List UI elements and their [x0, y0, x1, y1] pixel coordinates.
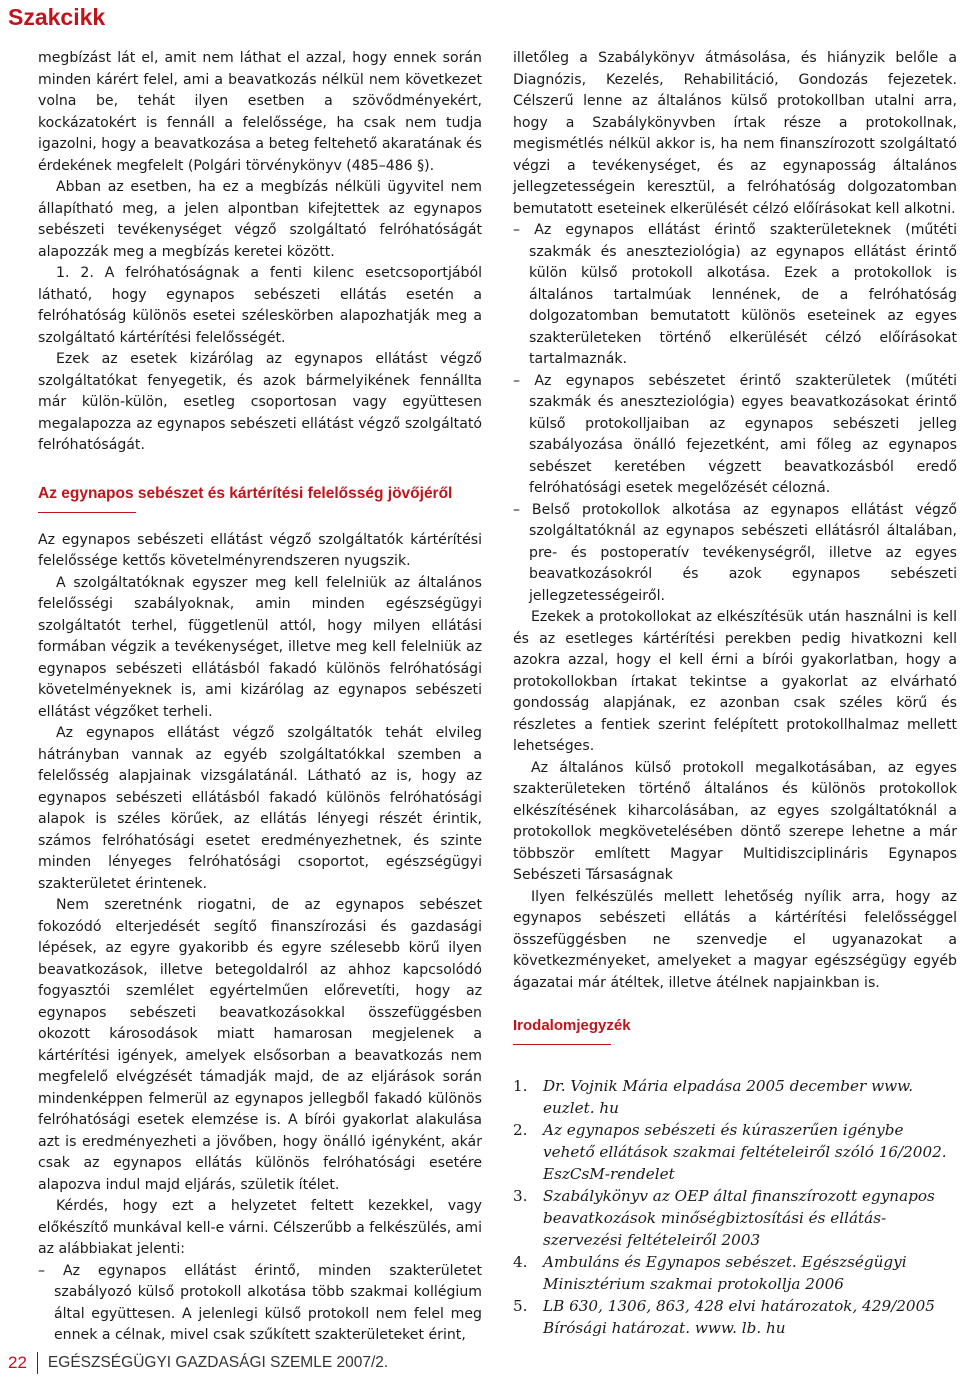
paragraph: Az általános külső protokoll megalkotásában, az egyes szakterületeken történő általános és különös protokollok elkészítésének kiharcolásában, az egyes szolgáltatóknál a protokollok megkövetelésében döntő szerepe lehetne a már többször említett Magyar Multidiszciplináris Egynapos Sebészeti Társaságnak: [513, 759, 957, 883]
references-list: [513, 1075, 957, 1339]
paragraph: illetőleg a Szabálykönyv átmásolása, és hiányzik belőle a Diagnózis, Kezelés, Rehabilitáció, Gondozás fejezetek. Célszerű lenne az általános külső protokollban utalni arra, hogy a Szabálykönyvben írtak része a protokollnak, megismétlés nélkül akkor is, ha nem finanszírozott szolgáltató végzi a tevékenységet, és az egynaposság általános jellegzetességein keresztül, a felróhatóság dolgozatomban bemutatott eseteinek elkerülését célzó előírásokat kell alkotni.: [513, 50, 957, 217]
paragraph: Az egynapos ellátást végző szolgáltatók tehát elvileg hátrányban vannak az egyéb szolgáltatókkal szemben a felelősség alapjainak vizsgálatánál. Látható az is, hogy az egynapos sebészeti ellátásból fakadó különös felróhatósági alapok is széles körűek, az ellátás lényegi részét érintik, számos felróhatósági esetet eredményezhetnek, és szinte minden lényeges felróhatósági csoportot, egészségügyi szakterületet érintenek.: [38, 725, 482, 892]
section-label: Szakcikk: [8, 4, 106, 30]
reference-text: Ambuláns és Egynapos sebészet. Egészségügyi Minisztérium szakmai protokollja 2006: [543, 1253, 907, 1293]
paragraph: – Az egynapos ellátást érintő szakterületeknek (műtéti szakmák és aneszteziológia) az egynapos ellátást érintő külön külső protokoll alkotása. Ezek a protokollok is általános tartalmúak lennének, de a felróhatóság dolgozatomban bemutatott különös eseteinek az egyes szakterületeken történő elkerülését célzó előírásokat tartalmaznák.: [513, 222, 957, 367]
right-column: [513, 48, 957, 1339]
paragraph: Abban az esetben, ha ez a megbízás nélküli ügyvitel nem állapítható meg, a jelen alpontban kifejtettek az egynapos sebészeti tevékenységet végző szolgáltató felróhatóságát alapozzák meg a megbízás keretei között.: [38, 179, 482, 260]
paragraph: Az egynapos sebészeti ellátást végző szolgáltatók kártérítési felelőssége kettős követelményrendszeren nyugszik.: [38, 531, 482, 569]
reference-item: [513, 1119, 957, 1185]
reference-item: [513, 1251, 957, 1295]
paragraph: Ezek az esetek kizárólag az egynapos ellátást végző szolgáltatókat fenyegetik, és azok bármelyikének fennállta már külön-külön, esetleg csoportosan vagy együttesen megalapozza az egynapos sebészeti ellátást végző szolgáltató felróhatóságát.: [38, 351, 482, 453]
left-column-body-bottom: [38, 530, 482, 1347]
reference-text: Dr. Vojnik Mária elpadása 2005 december www. euzlet. hu: [543, 1077, 914, 1117]
paragraph: 1. 2. A felróhatóságnak a fenti kilenc esetcsoportjából látható, hogy egynapos sebészeti ellátás esetén a felróhatóság különös esetei széleskörben alapozhatják meg a szolgáltató kártérítési felelősségét.: [38, 265, 482, 346]
paragraph: – Belső protokollok alkotása az egynapos ellátást végző szolgáltatóknál az egynapos sebészeti ellátásról általában, pre- és postoperatív tevékenységről, illetve az egyes beavatkozásokról és azok egynapos sebészeti jellegzetességeiről.: [513, 501, 957, 604]
paragraph: – Az egynapos ellátást érintő, minden szakterületet szabályozó külső protokoll alkotása több szakmai kollégium által együttesen. A jelenlegi külső protokoll nem felel meg ennek a célnak, mivel csak szűkített szakterületeket érint,: [38, 1262, 482, 1343]
reference-number: 2.: [513, 1121, 528, 1139]
reference-number: 3.: [513, 1187, 528, 1205]
reference-item: [513, 1075, 957, 1119]
paragraph: – Az egynapos sebészetet érintő szakterületek (műtéti szakmák és aneszteziológia) egyes beavatkozásokat érintő külső protokolljaiban az egynapos sebészeti jelleg szabályozása önálló fejezetként, ami főleg az egynapos sebészet keretében végzett beavatkozásból eredő felróhatósági esetek megelőzését célozná.: [513, 372, 957, 496]
paragraph: Nem szeretnénk riogatni, de az egynapos sebészet fokozódó elterjedését segítő finanszírozási és gazdasági lépések, az egyre gyakoribb és egyre szélesebb körű ilyen beavatkozások, illetve betegoldalról az ahhoz kapcsolódó fogyasztói szemlélet egyértelműen előrevetíti, hogy az egynapos sebészeti beavatkozásokkal összefüggésben okozott károsodások miatt hamarosan megjelenek a kártérítési igények, amelyek elsősorban a beavatkozás nem megfelelő elvégzését támadják majd, de az eljárások során mindenképpen felmerül az egynapos jellegből fakadó különös felróhatósági esetek elemzése is. A bírói gyakorlat alakulása azt is eredményezheti a jövőben, hogy önálló igényként, akár csak az egynapos ellátás különös felróhatósági esetére alapozva indul majd eljárás, születik ítélet.: [38, 897, 482, 1193]
reference-text: Az egynapos sebészeti és kúraszerűen igénybe vehető ellátások szakmai feltételeiről szóló 16/2002. EszCsM-rendelet: [543, 1121, 947, 1183]
references-heading: Irodalomjegyzék: [513, 1017, 631, 1034]
left-column-body-top: [38, 48, 482, 457]
paragraph: Kérdés, hogy ezt a helyzetet feltett kezekkel, vagy előkészítő munkával kell-e várni. Célszerűbb a felkészülés, ami az alábbiakat jelenti:: [38, 1198, 482, 1257]
section-subheading: Az egynapos sebészet és kártérítési felelősség jövőjéről: [38, 484, 453, 502]
page-footer: [8, 1352, 388, 1374]
reference-text: LB 630, 1306, 863, 428 elvi határozatok, 429/2005 Bírósági határozat. www. lb. hu: [543, 1297, 935, 1337]
page-number: 22: [8, 1353, 27, 1372]
reference-text: Szabálykönyv az OEP által finanszírozott egynapos beavatkozások minőségbiztosítási és ellátás-szervezési feltételeiről 2003: [543, 1187, 935, 1249]
paragraph: megbízást lát el, amit nem láthat el azzal, hogy ennek során minden kárért felel, ami a beavatkozás nélkül nem következet volna be, tehát ilyen esetben a szövődményekért, kockázatokért is fennáll a felelőssége, ha csak nem tudja igazolni, hogy a beavatkozása a beteg feltehető akaratának és érdekének megfelelt (Polgári törvénykönyv (485–486 §).: [38, 50, 482, 174]
reference-item: [513, 1295, 957, 1339]
left-column: [38, 48, 482, 1347]
right-column-body: [513, 48, 957, 994]
footer-divider: [37, 1352, 38, 1374]
paragraph: Ezekek a protokollokat az elkészítésük után használni is kell és az esetleges kártérítési perekben pedig hivatkozni kell azokra azzal, hogy el kell érni a bírói gyakorlatban, hogy a protokollokban írtakat tekintse a gyakorlat az elvárható gondosság alapjának, ez azonban csak széles körű és részletes a fentiek szerint felépített protokollhalmaz mellett lehetséges.: [513, 609, 957, 754]
journal-title: EGÉSZSÉGÜGYI GAZDASÁGI SZEMLE 2007/2.: [47, 1354, 389, 1371]
paragraph: A szolgáltatóknak egyszer meg kell felelniük az általános felelősségi szabályoknak, amin minden egészségügyi szolgáltatót terhel, függetlenül attól, hogy milyen ellátási formában végzik a tevékenységet, illetve meg kell felelniük az egynapos sebészeti ellátásból fakadó különös felróhatósági követelményeknek is, ami kizárólag az egynapos sebészeti ellátást végzőket terheli.: [38, 574, 482, 720]
references-rule: [513, 1044, 611, 1045]
reference-number: 4.: [513, 1253, 528, 1271]
reference-number: 5.: [513, 1297, 528, 1315]
reference-number: 1.: [513, 1077, 528, 1095]
paragraph: Ilyen felkészülés mellett lehetőség nyílik arra, hogy az egynapos sebészeti ellátás a kártérítési felelősséggel összefüggésben ne szenvedje el ugyanazokat a következményeket, amelyeket a magyar egészségügy egyéb ágazatai már átéltek, illetve átélnek napjainkban is.: [513, 888, 957, 991]
reference-item: [513, 1185, 957, 1251]
subheading-rule: [38, 512, 136, 513]
